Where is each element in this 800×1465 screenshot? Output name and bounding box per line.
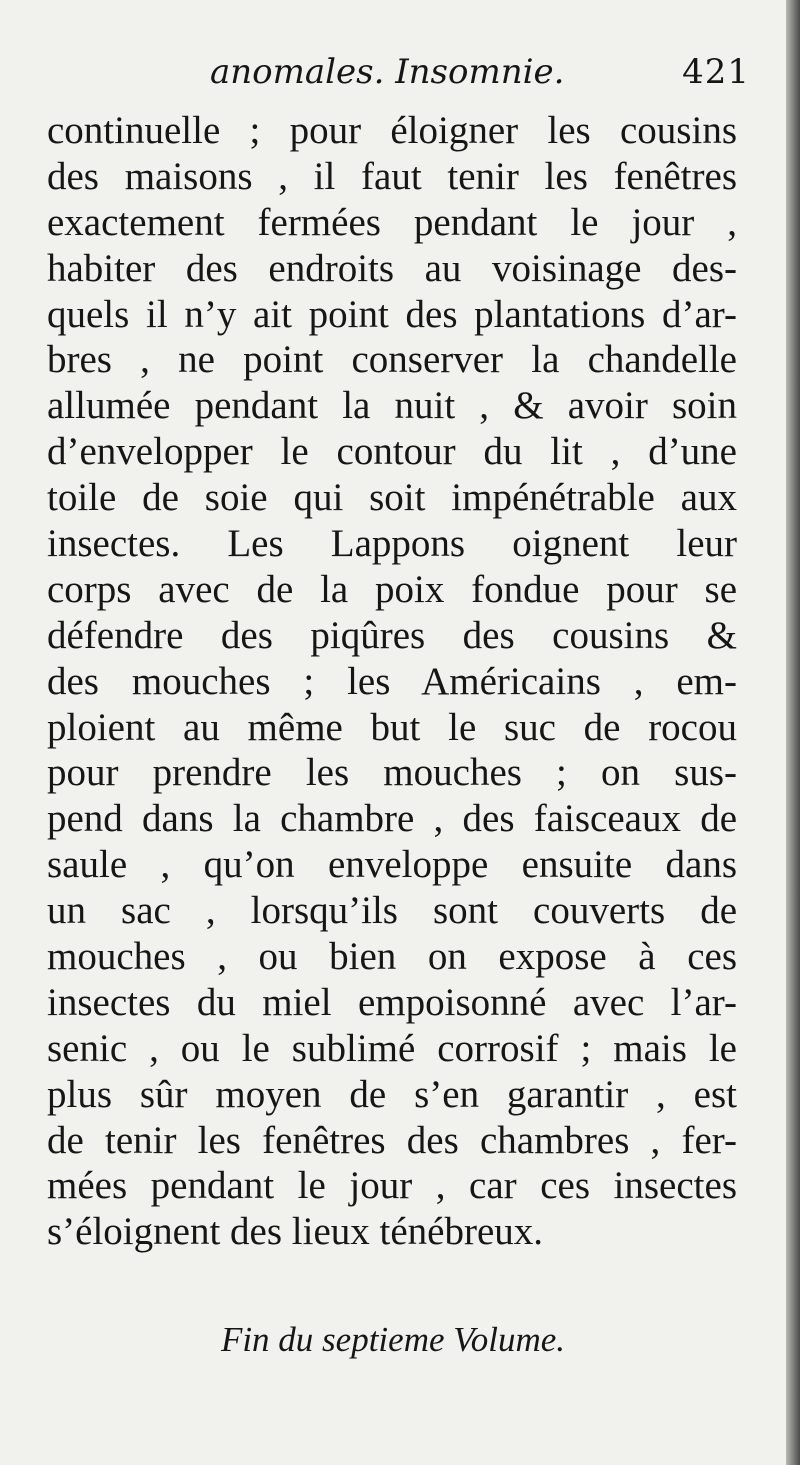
text-line: insectes du miel empoisonné avec l’ar- [47, 980, 737, 1024]
text-line: d’envelopper le contour du lit , d’une [47, 430, 737, 474]
text-line: un sac , lorsqu’ils sont couverts de [47, 889, 737, 933]
text-line: senic , ou le sublimé corrosif ; mais le [47, 1026, 737, 1070]
text-line: corps avec de la poix fondue pour se [47, 567, 737, 611]
body-text [47, 108, 737, 1255]
text-line: mouches , ou bien on expose à ces [47, 935, 737, 979]
running-header [210, 52, 750, 102]
text-line: défendre des piqûres des cousins & [47, 613, 737, 657]
page-edge-shadow [786, 0, 800, 1465]
text-line: plus sûr moyen de s’en garantir , est [47, 1072, 737, 1116]
text-line: allumée pendant la nuit , & avoir soin [47, 384, 737, 428]
text-line: pour prendre les mouches ; on sus- [47, 751, 737, 795]
text-line: continuelle ; pour éloigner les cousins [47, 109, 737, 152]
text-line: mées pendant le jour , car ces insectes [47, 1164, 737, 1208]
text-line-last: s’éloignent des lieux ténébreux. [47, 1210, 544, 1254]
text-line: exactement fermées pendant le jour , [47, 200, 737, 244]
text-line: habiter des endroits au voisinage des- [47, 246, 737, 290]
text-line: bres , ne point conserver la chandelle [47, 338, 737, 382]
text-line: de tenir les fenêtres des chambres , fer- [47, 1118, 737, 1162]
text-line: pend dans la chambre , des faisceaux de [47, 797, 737, 841]
text-line: des maisons , il faut tenir les fenêtres [47, 154, 737, 198]
text-line: quels il n’y ait point des plantations d’ar- [47, 292, 737, 336]
running-title: anomales. Insomnie. [210, 52, 565, 92]
text-line: toile de soie qui soit impénétrable aux [47, 476, 737, 520]
text-line: ploient au même but le suc de rocou [47, 705, 737, 749]
text-line: insectes. Les Lappons oignent leur [47, 522, 737, 566]
end-of-volume-note: Fin du septieme Volume. [220, 1320, 566, 1359]
page-number: 421 [682, 52, 750, 92]
text-line: saule , qu’on enveloppe ensuite dans [47, 843, 737, 887]
text-line: des mouches ; les Américains , em- [47, 659, 737, 703]
